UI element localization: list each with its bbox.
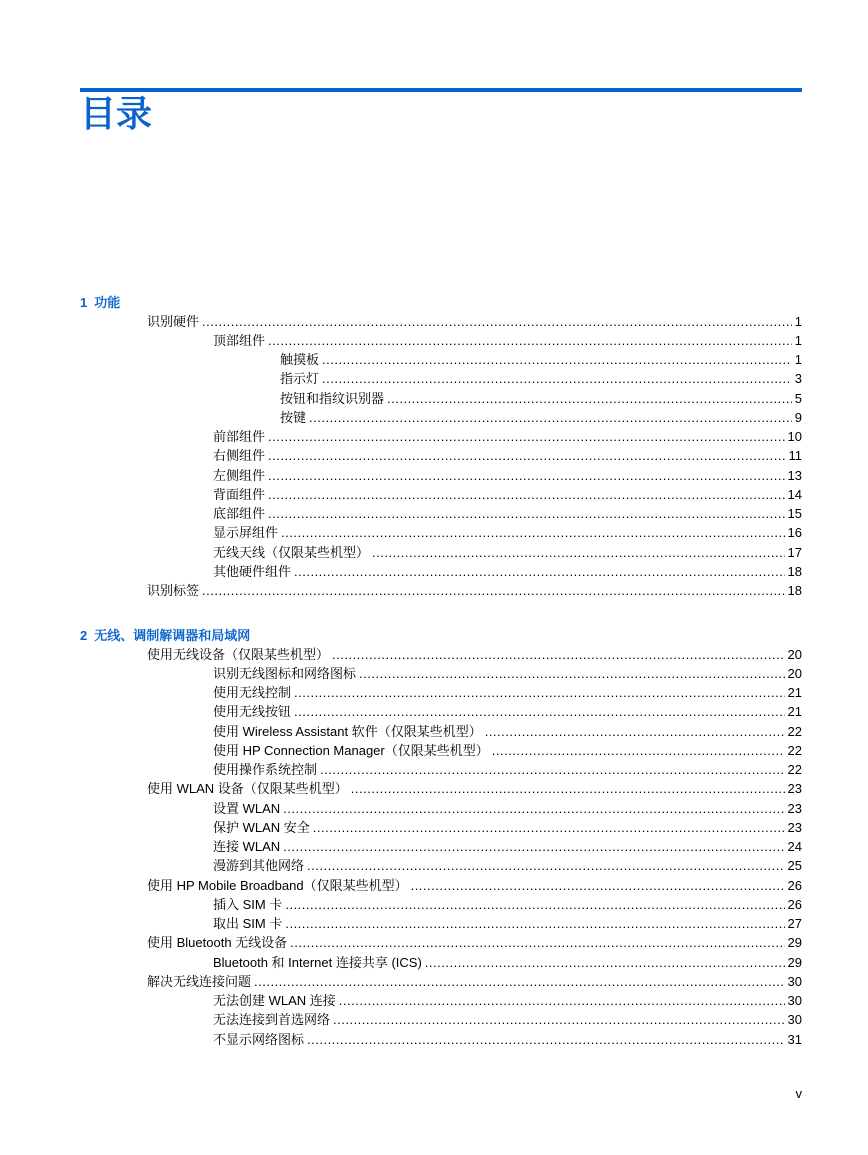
dot-leader: [339, 993, 785, 1009]
toc-entry-title: 识别标签: [147, 583, 200, 598]
toc-entry[interactable]: [213, 704, 802, 720]
dot-leader: [268, 468, 785, 484]
dot-leader: [351, 781, 785, 797]
toc-entry[interactable]: [213, 564, 802, 580]
toc-entry-page: 11: [788, 448, 802, 464]
toc-entry-page: 31: [787, 1031, 802, 1047]
toc-entry[interactable]: [213, 724, 802, 740]
toc-entry-page: 25: [787, 858, 802, 874]
dot-leader: [268, 333, 792, 349]
dot-leader: [281, 525, 785, 541]
toc-entry[interactable]: [213, 993, 802, 1009]
chapter-number: 2: [80, 628, 88, 643]
toc-entry-page: 17: [787, 544, 802, 560]
toc-entry[interactable]: [213, 1032, 802, 1048]
toc-entry-title: Bluetooth 和 Internet 连接共享 (ICS): [213, 954, 422, 970]
dot-leader: [268, 487, 785, 503]
toc-entry-page: 26: [787, 896, 802, 912]
dot-leader: [425, 955, 785, 971]
dot-leader: [268, 448, 785, 464]
page-title: 目录: [80, 93, 153, 134]
toc-entry[interactable]: [280, 352, 802, 368]
toc-entry-page: 15: [787, 506, 802, 521]
toc-entry-title: 指示灯: [280, 371, 320, 387]
dot-leader: [372, 545, 785, 561]
dot-leader: [309, 410, 792, 426]
toc-entry[interactable]: [213, 468, 802, 484]
toc-entry[interactable]: [280, 391, 802, 407]
dot-leader: [492, 743, 785, 759]
toc-entry-title: 使用 WLAN 设备（仅限某些机型）: [147, 781, 348, 797]
toc-entry-title: 显示屏组件: [213, 525, 279, 541]
dot-leader: [283, 839, 784, 855]
toc-entry[interactable]: [280, 371, 802, 387]
toc-entry-page: 22: [787, 762, 802, 777]
toc-entry-page: 27: [787, 916, 802, 931]
toc-entry[interactable]: [213, 839, 802, 855]
toc-entry[interactable]: [213, 916, 802, 932]
toc-entry[interactable]: [147, 878, 802, 894]
toc-entry[interactable]: [213, 506, 802, 522]
toc-entry-title: 按键: [280, 409, 307, 425]
dot-leader: [411, 878, 785, 894]
dot-leader: [294, 685, 785, 701]
toc-entry-title: 右侧组件: [213, 448, 266, 464]
dot-leader: [320, 762, 785, 778]
toc-entry-page: 30: [787, 1012, 802, 1028]
toc-entry[interactable]: [147, 935, 802, 951]
toc-entry[interactable]: [213, 801, 802, 817]
toc-entry-title: 使用操作系统控制: [213, 762, 318, 777]
toc-entry-title: 漫游到其他网络: [213, 858, 305, 874]
toc-entry-title: 无线天线（仅限某些机型）: [213, 544, 370, 560]
toc-entry[interactable]: [213, 666, 802, 682]
toc-entry-page: 29: [787, 935, 802, 951]
toc-entry-page: 30: [787, 993, 802, 1008]
toc-entry-page: 22: [787, 723, 802, 739]
toc-entry[interactable]: [147, 974, 802, 990]
title-rule: [80, 88, 802, 92]
toc-entry[interactable]: [213, 762, 802, 778]
dot-leader: [485, 724, 785, 740]
toc-entry[interactable]: [147, 314, 802, 330]
dot-leader: [285, 916, 784, 932]
toc-entry-title: 底部组件: [213, 506, 266, 521]
toc-entry-page: 21: [787, 685, 802, 700]
dot-leader: [285, 897, 784, 913]
toc-entry-page: 30: [787, 973, 802, 989]
toc-entry-title: 背面组件: [213, 486, 266, 502]
toc-entry-title: 使用无线设备（仅限某些机型）: [147, 646, 330, 662]
chapter-title: 功能: [94, 295, 121, 310]
toc-entry[interactable]: [213, 525, 802, 541]
toc-entry-page: 29: [787, 954, 802, 970]
dot-leader: [202, 314, 792, 330]
dot-leader: [387, 391, 792, 407]
toc-entry[interactable]: [213, 743, 802, 759]
toc-entry[interactable]: [280, 410, 802, 426]
toc-entry-title: 使用 HP Connection Manager（仅限某些机型）: [213, 742, 489, 758]
toc-entry[interactable]: [213, 820, 802, 836]
toc-entry-page: 13: [787, 467, 802, 483]
toc-entry[interactable]: [213, 955, 802, 971]
toc-entry-page: 20: [787, 665, 802, 681]
chapter-heading[interactable]: [80, 295, 120, 311]
toc-entry-page: 20: [787, 646, 802, 662]
chapter-heading[interactable]: [80, 628, 250, 644]
toc-entry-title: 其他硬件组件: [213, 563, 292, 579]
toc-entry-page: 14: [787, 486, 802, 502]
chapter-number: 1: [80, 295, 88, 310]
toc-entry-title: 取出 SIM 卡: [213, 916, 283, 931]
toc-entry[interactable]: [213, 487, 802, 503]
toc-entry-title: 无法创建 WLAN 连接: [213, 993, 336, 1008]
dot-leader: [268, 506, 785, 522]
dot-leader: [290, 935, 784, 951]
toc-entry[interactable]: [213, 858, 802, 874]
page-number: v: [795, 1086, 802, 1101]
toc-entry-title: 使用 Bluetooth 无线设备: [147, 935, 288, 951]
toc-entry-page: 24: [787, 839, 802, 854]
dot-leader: [202, 583, 785, 599]
toc-entry-title: 使用 Wireless Assistant 软件（仅限某些机型）: [213, 723, 482, 739]
toc-entry-page: 10: [787, 429, 802, 444]
toc-entry-page: 23: [787, 781, 802, 797]
toc-entry-page: 26: [787, 877, 802, 893]
toc-entry-title: 插入 SIM 卡: [213, 896, 283, 912]
toc-entry-page: 23: [787, 800, 802, 816]
toc-entry-title: 使用 HP Mobile Broadband（仅限某些机型）: [147, 877, 408, 893]
toc-entry-page: 21: [787, 704, 802, 720]
chapter-title: 无线、调制解调器和局域网: [94, 628, 251, 643]
toc-entry-title: 保护 WLAN 安全: [213, 819, 310, 835]
dot-leader: [322, 371, 792, 387]
toc-entry[interactable]: [147, 583, 802, 599]
toc-entry-page: 16: [787, 525, 802, 541]
toc-entry-page: 22: [787, 742, 802, 758]
toc-entry-page: 1: [794, 313, 802, 329]
toc-entry-page: 9: [794, 409, 802, 425]
toc-entry-title: 连接 WLAN: [213, 839, 281, 854]
toc-entry[interactable]: [213, 897, 802, 913]
toc-entry-title: 左侧组件: [213, 467, 266, 483]
dot-leader: [283, 801, 784, 817]
dot-leader: [333, 1012, 785, 1028]
dot-leader: [332, 647, 785, 663]
dot-leader: [313, 820, 785, 836]
dot-leader: [254, 974, 785, 990]
toc-entry-title: 顶部组件: [213, 332, 266, 348]
toc-entry-page: 1: [794, 352, 802, 367]
toc-entry[interactable]: [213, 685, 802, 701]
toc-entry-title: 不显示网络图标: [213, 1031, 305, 1047]
toc-entry[interactable]: [213, 1012, 802, 1028]
toc-entry-page: 18: [787, 563, 802, 579]
toc-entry-title: 前部组件: [213, 429, 266, 444]
toc-entry[interactable]: [147, 781, 802, 797]
toc-entry[interactable]: [213, 429, 802, 445]
toc-entry[interactable]: [213, 448, 802, 464]
toc-entry-title: 识别无线图标和网络图标: [213, 665, 357, 681]
toc-entry[interactable]: [213, 545, 802, 561]
toc-entry-page: 18: [787, 583, 802, 598]
dot-leader: [359, 666, 785, 682]
toc-entry-title: 识别硬件: [147, 313, 200, 329]
toc-entry[interactable]: [147, 647, 802, 663]
dot-leader: [307, 1032, 785, 1048]
toc-entry-title: 使用无线按钮: [213, 704, 292, 720]
toc-entry-page: 5: [794, 390, 802, 406]
toc-entry-title: 使用无线控制: [213, 685, 292, 700]
toc-entry-title: 解决无线连接问题: [147, 973, 252, 989]
toc-entry-title: 设置 WLAN: [213, 800, 281, 816]
dot-leader: [322, 352, 792, 368]
dot-leader: [294, 704, 785, 720]
dot-leader: [268, 429, 785, 445]
dot-leader: [307, 858, 785, 874]
toc-entry-page: 23: [787, 819, 802, 835]
toc-entry-page: 3: [794, 371, 802, 387]
toc-entry-title: 按钮和指纹识别器: [280, 390, 385, 406]
toc-entry-title: 无法连接到首选网络: [213, 1012, 331, 1028]
dot-leader: [294, 564, 785, 580]
toc-entry-page: 1: [794, 332, 802, 348]
toc-entry[interactable]: [213, 333, 802, 349]
toc-entry-title: 触摸板: [280, 352, 320, 367]
